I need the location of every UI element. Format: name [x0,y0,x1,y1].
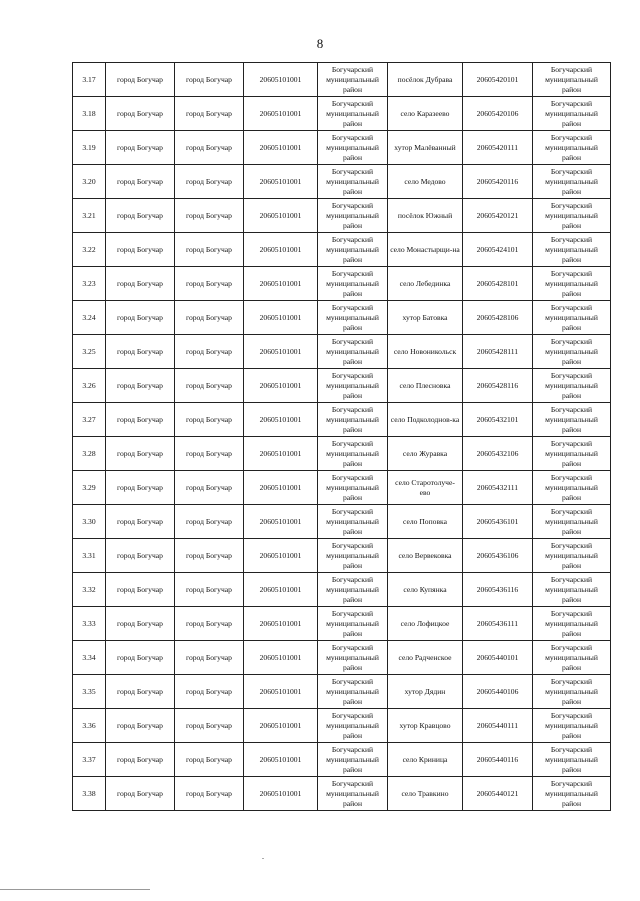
district-cell: Богучарский муниципальный район [533,63,611,97]
city-cell: город Богучар [175,63,244,97]
district-cell: Богучарский муниципальный район [533,97,611,131]
city-cell: город Богучар [106,131,175,165]
city-code-cell: 20605101001 [244,641,318,675]
district-cell: Богучарский муниципальный район [318,437,388,471]
city-cell: город Богучар [106,267,175,301]
table-row [73,335,611,369]
district-cell: Богучарский муниципальный район [533,131,611,165]
district-cell: Богучарский муниципальный район [318,709,388,743]
table-row [73,675,611,709]
district-cell: Богучарский муниципальный район [533,709,611,743]
settlement-cell: село Плесновка [388,369,463,403]
settlement-cell: хутор Малёванный [388,131,463,165]
city-cell: город Богучар [175,675,244,709]
bottom-rule [0,889,150,890]
city-cell: город Богучар [106,403,175,437]
settlement-code-cell: 20605428101 [463,267,533,301]
settlement-code-cell: 20605440101 [463,641,533,675]
district-cell: Богучарский муниципальный район [318,267,388,301]
district-cell: Богучарский муниципальный район [318,743,388,777]
district-cell: Богучарский муниципальный район [533,539,611,573]
table-row [73,97,611,131]
city-code-cell: 20605101001 [244,539,318,573]
district-cell: Богучарский муниципальный район [533,267,611,301]
settlement-cell: село Поповка [388,505,463,539]
district-cell: Богучарский муниципальный район [533,437,611,471]
row-number-cell: 3.18 [73,97,106,131]
district-cell: Богучарский муниципальный район [318,233,388,267]
row-number-cell: 3.30 [73,505,106,539]
settlement-cell: село Новоникольск [388,335,463,369]
settlement-code-cell: 20605432106 [463,437,533,471]
city-cell: город Богучар [106,301,175,335]
district-cell: Богучарский муниципальный район [533,403,611,437]
settlement-code-cell: 20605424101 [463,233,533,267]
district-cell: Богучарский муниципальный район [533,607,611,641]
row-number-cell: 3.24 [73,301,106,335]
city-code-cell: 20605101001 [244,199,318,233]
district-cell: Богучарский муниципальный район [533,573,611,607]
city-cell: город Богучар [175,437,244,471]
city-cell: город Богучар [106,641,175,675]
settlement-cell: посёлок Южный [388,199,463,233]
row-number-cell: 3.23 [73,267,106,301]
city-code-cell: 20605101001 [244,369,318,403]
row-number-cell: 3.19 [73,131,106,165]
city-cell: город Богучар [106,437,175,471]
settlement-code-cell: 20605436101 [463,505,533,539]
district-cell: Богучарский муниципальный район [318,369,388,403]
settlement-code-cell: 20605420116 [463,165,533,199]
settlement-code-cell: 20605440106 [463,675,533,709]
city-code-cell: 20605101001 [244,403,318,437]
row-number-cell: 3.29 [73,471,106,505]
settlement-code-cell: 20605432101 [463,403,533,437]
row-number-cell: 3.28 [73,437,106,471]
table-row [73,505,611,539]
settlement-code-cell: 20605428116 [463,369,533,403]
district-cell: Богучарский муниципальный район [318,607,388,641]
row-number-cell: 3.17 [73,63,106,97]
city-code-cell: 20605101001 [244,165,318,199]
settlement-code-cell: 20605432111 [463,471,533,505]
city-cell: город Богучар [175,471,244,505]
table-row [73,573,611,607]
city-code-cell: 20605101001 [244,335,318,369]
settlement-cell: село Подколоднов-ка [388,403,463,437]
district-cell: Богучарский муниципальный район [318,539,388,573]
city-cell: город Богучар [106,777,175,811]
district-cell: Богучарский муниципальный район [318,199,388,233]
table-row [73,641,611,675]
city-cell: город Богучар [175,573,244,607]
city-cell: город Богучар [175,301,244,335]
page-number: 8 [316,36,324,51]
row-number-cell: 3.31 [73,539,106,573]
city-cell: город Богучар [175,403,244,437]
district-cell: Богучарский муниципальный район [318,505,388,539]
district-cell: Богучарский муниципальный район [533,675,611,709]
settlement-cell: село Радченское [388,641,463,675]
settlement-code-cell: 20605420121 [463,199,533,233]
table-row [73,471,611,505]
settlement-code-cell: 20605436106 [463,539,533,573]
scan-speck [262,858,264,859]
city-cell: город Богучар [175,505,244,539]
settlement-cell: посёлок Дубрава [388,63,463,97]
district-cell: Богучарский муниципальный район [318,97,388,131]
city-code-cell: 20605101001 [244,505,318,539]
district-cell: Богучарский муниципальный район [533,369,611,403]
city-cell: город Богучар [175,199,244,233]
district-cell: Богучарский муниципальный район [318,573,388,607]
district-cell: Богучарский муниципальный район [318,165,388,199]
city-cell: город Богучар [106,505,175,539]
settlement-code-cell: 20605440111 [463,709,533,743]
table-row [73,233,611,267]
city-cell: город Богучар [175,335,244,369]
city-code-cell: 20605101001 [244,267,318,301]
city-cell: город Богучар [106,573,175,607]
city-code-cell: 20605101001 [244,233,318,267]
row-number-cell: 3.26 [73,369,106,403]
district-cell: Богучарский муниципальный район [533,471,611,505]
settlement-cell: село Журавка [388,437,463,471]
settlement-code-cell: 20605420101 [463,63,533,97]
settlement-cell: село Вервековка [388,539,463,573]
city-cell: город Богучар [106,471,175,505]
district-cell: Богучарский муниципальный район [318,471,388,505]
table-row [73,131,611,165]
city-code-cell: 20605101001 [244,471,318,505]
district-cell: Богучарский муниципальный район [318,403,388,437]
row-number-cell: 3.35 [73,675,106,709]
settlement-cell: село Травкино [388,777,463,811]
row-number-cell: 3.25 [73,335,106,369]
city-code-cell: 20605101001 [244,743,318,777]
district-cell: Богучарский муниципальный район [318,335,388,369]
table-row [73,63,611,97]
district-cell: Богучарский муниципальный район [533,335,611,369]
city-cell: город Богучар [175,743,244,777]
settlements-table [72,62,611,811]
city-cell: город Богучар [106,165,175,199]
city-code-cell: 20605101001 [244,97,318,131]
city-cell: город Богучар [106,743,175,777]
city-code-cell: 20605101001 [244,777,318,811]
row-number-cell: 3.34 [73,641,106,675]
city-cell: город Богучар [106,369,175,403]
city-cell: город Богучар [175,709,244,743]
settlement-code-cell: 20605440121 [463,777,533,811]
settlement-code-cell: 20605420111 [463,131,533,165]
city-code-cell: 20605101001 [244,607,318,641]
table-row [73,165,611,199]
table-row [73,607,611,641]
settlement-cell: село Купянка [388,573,463,607]
row-number-cell: 3.32 [73,573,106,607]
table-row [73,267,611,301]
city-cell: город Богучар [106,675,175,709]
city-code-cell: 20605101001 [244,63,318,97]
settlement-code-cell: 20605428106 [463,301,533,335]
row-number-cell: 3.20 [73,165,106,199]
settlement-code-cell: 20605428111 [463,335,533,369]
city-cell: город Богучар [175,233,244,267]
row-number-cell: 3.38 [73,777,106,811]
settlement-cell: село Монастырщи-на [388,233,463,267]
city-cell: город Богучар [106,709,175,743]
row-number-cell: 3.37 [73,743,106,777]
settlement-cell: село Лофицкое [388,607,463,641]
settlement-cell: хутор Дядин [388,675,463,709]
table-row [73,709,611,743]
city-cell: город Богучар [175,539,244,573]
district-cell: Богучарский муниципальный район [318,63,388,97]
table-body [73,63,611,811]
settlement-cell: село Медово [388,165,463,199]
district-cell: Богучарский муниципальный район [318,131,388,165]
city-cell: город Богучар [106,233,175,267]
table-row [73,369,611,403]
settlement-cell: село Криница [388,743,463,777]
district-cell: Богучарский муниципальный район [533,199,611,233]
table-row [73,199,611,233]
district-cell: Богучарский муниципальный район [533,233,611,267]
table-row [73,539,611,573]
settlement-cell: село Каразеево [388,97,463,131]
district-cell: Богучарский муниципальный район [318,301,388,335]
city-cell: город Богучар [175,97,244,131]
city-code-cell: 20605101001 [244,675,318,709]
city-cell: город Богучар [106,199,175,233]
settlement-cell: хутор Кравцово [388,709,463,743]
district-cell: Богучарский муниципальный район [318,675,388,709]
district-cell: Богучарский муниципальный район [533,165,611,199]
table-row [73,777,611,811]
city-code-cell: 20605101001 [244,131,318,165]
table-row [73,301,611,335]
row-number-cell: 3.27 [73,403,106,437]
district-cell: Богучарский муниципальный район [533,301,611,335]
settlement-cell: хутор Батовка [388,301,463,335]
city-cell: город Богучар [175,165,244,199]
city-cell: город Богучар [175,777,244,811]
city-cell: город Богучар [175,369,244,403]
settlement-code-cell: 20605436116 [463,573,533,607]
district-cell: Богучарский муниципальный район [533,641,611,675]
city-cell: город Богучар [106,63,175,97]
city-cell: город Богучар [175,607,244,641]
settlement-code-cell: 20605440116 [463,743,533,777]
row-number-cell: 3.22 [73,233,106,267]
city-cell: город Богучар [106,607,175,641]
table-row [73,437,611,471]
settlement-code-cell: 20605436111 [463,607,533,641]
city-cell: город Богучар [106,97,175,131]
row-number-cell: 3.36 [73,709,106,743]
city-code-cell: 20605101001 [244,301,318,335]
district-cell: Богучарский муниципальный район [318,641,388,675]
row-number-cell: 3.33 [73,607,106,641]
city-code-cell: 20605101001 [244,573,318,607]
city-code-cell: 20605101001 [244,709,318,743]
table-row [73,403,611,437]
settlement-code-cell: 20605420106 [463,97,533,131]
settlement-cell: село Лебединка [388,267,463,301]
city-cell: город Богучар [175,131,244,165]
settlement-cell: село Старотолуче-ево [388,471,463,505]
city-cell: город Богучар [175,641,244,675]
city-code-cell: 20605101001 [244,437,318,471]
city-cell: город Богучар [106,539,175,573]
district-cell: Богучарский муниципальный район [533,777,611,811]
table-row [73,743,611,777]
district-cell: Богучарский муниципальный район [533,505,611,539]
district-cell: Богучарский муниципальный район [533,743,611,777]
row-number-cell: 3.21 [73,199,106,233]
city-cell: город Богучар [106,335,175,369]
city-cell: город Богучар [175,267,244,301]
district-cell: Богучарский муниципальный район [318,777,388,811]
